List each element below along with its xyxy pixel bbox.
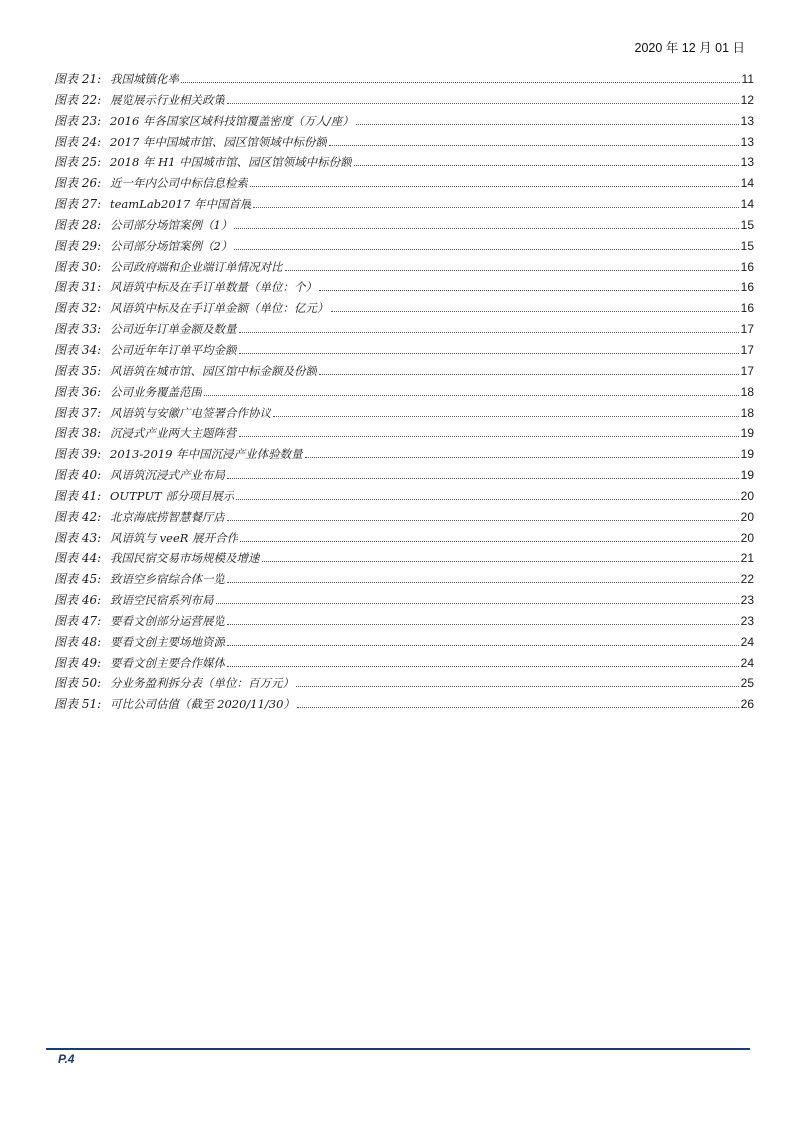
toc-leader-dots [250, 186, 739, 187]
toc-entry[interactable] [54, 590, 754, 611]
toc-entry-label: 图表 33: [54, 322, 102, 337]
toc-entry-title: 要看文创主要合作媒体 [110, 655, 225, 670]
toc-entry[interactable] [54, 382, 754, 403]
toc-entry-page: 21 [740, 551, 754, 566]
toc-entry-title: 致语空乡宿综合体一览 [110, 572, 225, 587]
toc-entry-label: 图表 34: [54, 342, 102, 357]
toc-entry[interactable] [54, 403, 754, 424]
toc-entry-page: 17 [740, 342, 754, 357]
toc-entry-label: 图表 36: [54, 384, 102, 399]
header-date: 2020 年 12 月 01 日 [634, 41, 745, 55]
toc-entry-title: 风语筑与 veeR 展开合作 [110, 530, 239, 545]
toc-entry-page: 13 [740, 134, 754, 149]
toc-entry-label: 图表 50: [54, 676, 102, 691]
footer-divider [46, 1048, 750, 1050]
toc-leader-dots [305, 457, 739, 458]
toc-leader-dots [216, 603, 739, 604]
toc-entry[interactable] [54, 298, 754, 319]
toc-entry[interactable] [54, 132, 754, 153]
toc-entry[interactable] [54, 361, 754, 382]
toc-entry-page: 13 [740, 113, 754, 128]
toc-leader-dots [356, 124, 739, 125]
toc-entry[interactable] [54, 694, 754, 715]
toc-entry-label: 图表 44: [54, 551, 102, 566]
toc-entry-title: 2013-2019 年中国沉浸产业体验数量 [110, 447, 303, 462]
toc-entry-title: 分业务盈利拆分表（单位：百万元） [110, 676, 294, 691]
toc-leader-dots [297, 707, 739, 708]
toc-leader-dots [239, 353, 739, 354]
toc-entry-page: 17 [740, 363, 754, 378]
toc-entry-title: 2016 年各国家区域科技馆覆盖密度（万人/座） [110, 113, 354, 128]
toc-entry-page: 16 [740, 259, 754, 274]
toc-entry-label: 图表 45: [54, 572, 102, 587]
toc-entry-title: 公司部分场馆案例（1） [110, 217, 233, 232]
toc-entry[interactable] [54, 569, 754, 590]
toc-entry[interactable] [54, 319, 754, 340]
toc-entry-title: 公司业务覆盖范围 [110, 384, 202, 399]
toc-entry-title: 公司部分场馆案例（2） [110, 238, 233, 253]
toc-entry-title: 我国城镇化率 [110, 72, 179, 86]
toc-leader-dots [319, 374, 739, 375]
toc-entry-title: 风语筑沉浸式产业布局 [110, 468, 225, 483]
toc-leader-dots [227, 478, 739, 479]
toc-entry[interactable] [54, 611, 754, 632]
toc-entry-label: 图表 21: [54, 72, 102, 86]
toc-entry-label: 图表 43: [54, 530, 102, 545]
toc-leader-dots [273, 416, 739, 417]
toc-leader-dots [181, 82, 740, 83]
toc-entry-title: 可比公司估值（截至 2020/11/30） [110, 697, 295, 712]
toc-entry-page: 17 [740, 322, 754, 337]
toc-entry-label: 图表 35: [54, 363, 102, 378]
toc-leader-dots [319, 290, 739, 291]
toc-entry[interactable] [54, 173, 754, 194]
toc-entry[interactable] [54, 111, 754, 132]
toc-entry-label: 图表 22: [54, 92, 102, 107]
toc-entry-page: 19 [740, 426, 754, 441]
toc-entry-title: 近一年内公司中标信息检索 [110, 176, 248, 191]
toc-entry-title: OUTPUT 部分项目展示 [110, 488, 235, 503]
toc-entry[interactable] [54, 444, 754, 465]
toc-entry[interactable] [54, 423, 754, 444]
page-number: P.4 [58, 1052, 75, 1066]
toc-entry-label: 图表 42: [54, 509, 102, 524]
toc-leader-dots [240, 541, 739, 542]
toc-entry-page: 12 [740, 92, 754, 107]
toc-leader-dots [234, 249, 738, 250]
toc-entry-page: 11 [741, 72, 754, 86]
toc-entry[interactable] [54, 257, 754, 278]
toc-entry[interactable] [54, 236, 754, 257]
toc-entry-label: 图表 38: [54, 426, 102, 441]
toc-entry-label: 图表 23: [54, 113, 102, 128]
toc-leader-dots [236, 499, 738, 500]
toc-entry[interactable] [54, 653, 754, 674]
toc-entry[interactable] [54, 69, 754, 90]
toc-entry-title: 风语筑在城市馆、园区馆中标金额及份额 [110, 363, 317, 378]
toc-leader-dots [331, 311, 739, 312]
toc-entry-page: 25 [740, 676, 754, 691]
toc-entry-label: 图表 37: [54, 405, 102, 420]
toc-leader-dots [354, 165, 739, 166]
toc-entry-label: 图表 27: [54, 197, 102, 212]
toc-entry-page: 24 [740, 634, 754, 649]
toc-entry[interactable] [54, 340, 754, 361]
toc-entry-label: 图表 31: [54, 280, 102, 295]
toc-entry-page: 22 [740, 572, 754, 587]
toc-entry-label: 图表 29: [54, 238, 102, 253]
toc-entry-title: 致语空民宿系列布局 [110, 593, 214, 608]
toc-leader-dots [262, 561, 739, 562]
toc-leader-dots [204, 395, 739, 396]
toc-entry-page: 16 [740, 301, 754, 316]
toc-entry[interactable] [54, 528, 754, 549]
toc-entry-title: 要看文创部分运营展览 [110, 613, 225, 628]
toc-entry-title: 公司近年订单金额及数量 [110, 322, 237, 337]
toc-entry-page: 16 [740, 280, 754, 295]
toc-leader-dots [234, 228, 738, 229]
toc-entry-page: 24 [740, 655, 754, 670]
toc-entry-title: 北京海底捞智慧餐厅店 [110, 509, 225, 524]
toc-entry-title: 2017 年中国城市馆、园区馆领域中标份额 [110, 134, 327, 149]
toc-entry-title: 2018 年 H1 中国城市馆、园区馆领域中标份额 [110, 155, 352, 170]
toc-entry-page: 26 [740, 697, 754, 712]
toc-leader-dots [296, 686, 739, 687]
toc-entry-page: 20 [740, 488, 754, 503]
toc-entry[interactable] [54, 486, 754, 507]
toc-entry-page: 15 [740, 217, 754, 232]
toc-entry-label: 图表 28: [54, 217, 102, 232]
toc-entry-label: 图表 47: [54, 613, 102, 628]
toc-entry-label: 图表 51: [54, 697, 102, 712]
toc-entry-label: 图表 40: [54, 468, 102, 483]
toc-entry-title: 展览展示行业相关政策 [110, 92, 225, 107]
toc-entry-title: 沉浸式产业两大主题阵营 [110, 426, 237, 441]
toc-entry-label: 图表 25: [54, 155, 102, 170]
toc-entry-label: 图表 48: [54, 634, 102, 649]
toc-leader-dots [227, 520, 739, 521]
toc-entry-title: 公司政府端和企业端订单情况对比 [110, 259, 283, 274]
toc-entry-title: 风语筑中标及在手订单金额（单位：亿元） [110, 301, 329, 316]
toc-entry-title: teamLab2017 年中国首展 [110, 197, 252, 212]
toc-leader-dots [227, 666, 739, 667]
toc-entry[interactable] [54, 152, 754, 173]
toc-leader-dots [227, 645, 739, 646]
toc-entry-page: 23 [740, 593, 754, 608]
toc-entry[interactable] [54, 507, 754, 528]
toc-entry[interactable] [54, 632, 754, 653]
toc-entry[interactable] [54, 673, 754, 694]
toc-entry-title: 要看文创主要场地资源 [110, 634, 225, 649]
toc-entry[interactable] [54, 465, 754, 486]
toc-leader-dots [227, 103, 739, 104]
toc-entry-page: 13 [740, 155, 754, 170]
toc-entry-label: 图表 30: [54, 259, 102, 274]
toc-entry-page: 23 [740, 613, 754, 628]
toc-entry-page: 19 [740, 468, 754, 483]
toc-entry-page: 19 [740, 447, 754, 462]
toc-entry-page: 15 [740, 238, 754, 253]
toc-leader-dots [239, 332, 739, 333]
toc-entry-label: 图表 39: [54, 447, 102, 462]
toc-entry-label: 图表 26: [54, 176, 102, 191]
toc-entry-label: 图表 32: [54, 301, 102, 316]
toc-entry-page: 20 [740, 509, 754, 524]
toc-entry-label: 图表 49: [54, 655, 102, 670]
toc-entry[interactable] [54, 90, 754, 111]
toc-entry-page: 14 [740, 176, 754, 191]
toc-entry-title: 我国民宿交易市场规模及增速 [110, 551, 260, 566]
toc-leader-dots [329, 145, 739, 146]
toc-entry[interactable] [54, 277, 754, 298]
toc-entry-label: 图表 24: [54, 134, 102, 149]
toc-entry-title: 风语筑与安徽广电签署合作协议 [110, 405, 271, 420]
toc-entry[interactable] [54, 548, 754, 569]
toc-entry[interactable] [54, 215, 754, 236]
toc-leader-dots [253, 207, 738, 208]
toc-entry-label: 图表 46: [54, 593, 102, 608]
toc-leader-dots [285, 270, 739, 271]
toc-entry[interactable] [54, 194, 754, 215]
toc-leader-dots [227, 624, 739, 625]
toc-entry-page: 18 [740, 405, 754, 420]
toc-entry-label: 图表 41: [54, 488, 102, 503]
toc-entry-title: 公司近年年订单平均金额 [110, 342, 237, 357]
toc-leader-dots [227, 582, 739, 583]
toc-entry-page: 14 [740, 197, 754, 212]
table-of-figures [54, 69, 754, 715]
toc-entry-page: 18 [740, 384, 754, 399]
toc-entry-title: 风语筑中标及在手订单数量（单位：个） [110, 280, 317, 295]
toc-leader-dots [239, 436, 739, 437]
toc-entry-page: 20 [740, 530, 754, 545]
